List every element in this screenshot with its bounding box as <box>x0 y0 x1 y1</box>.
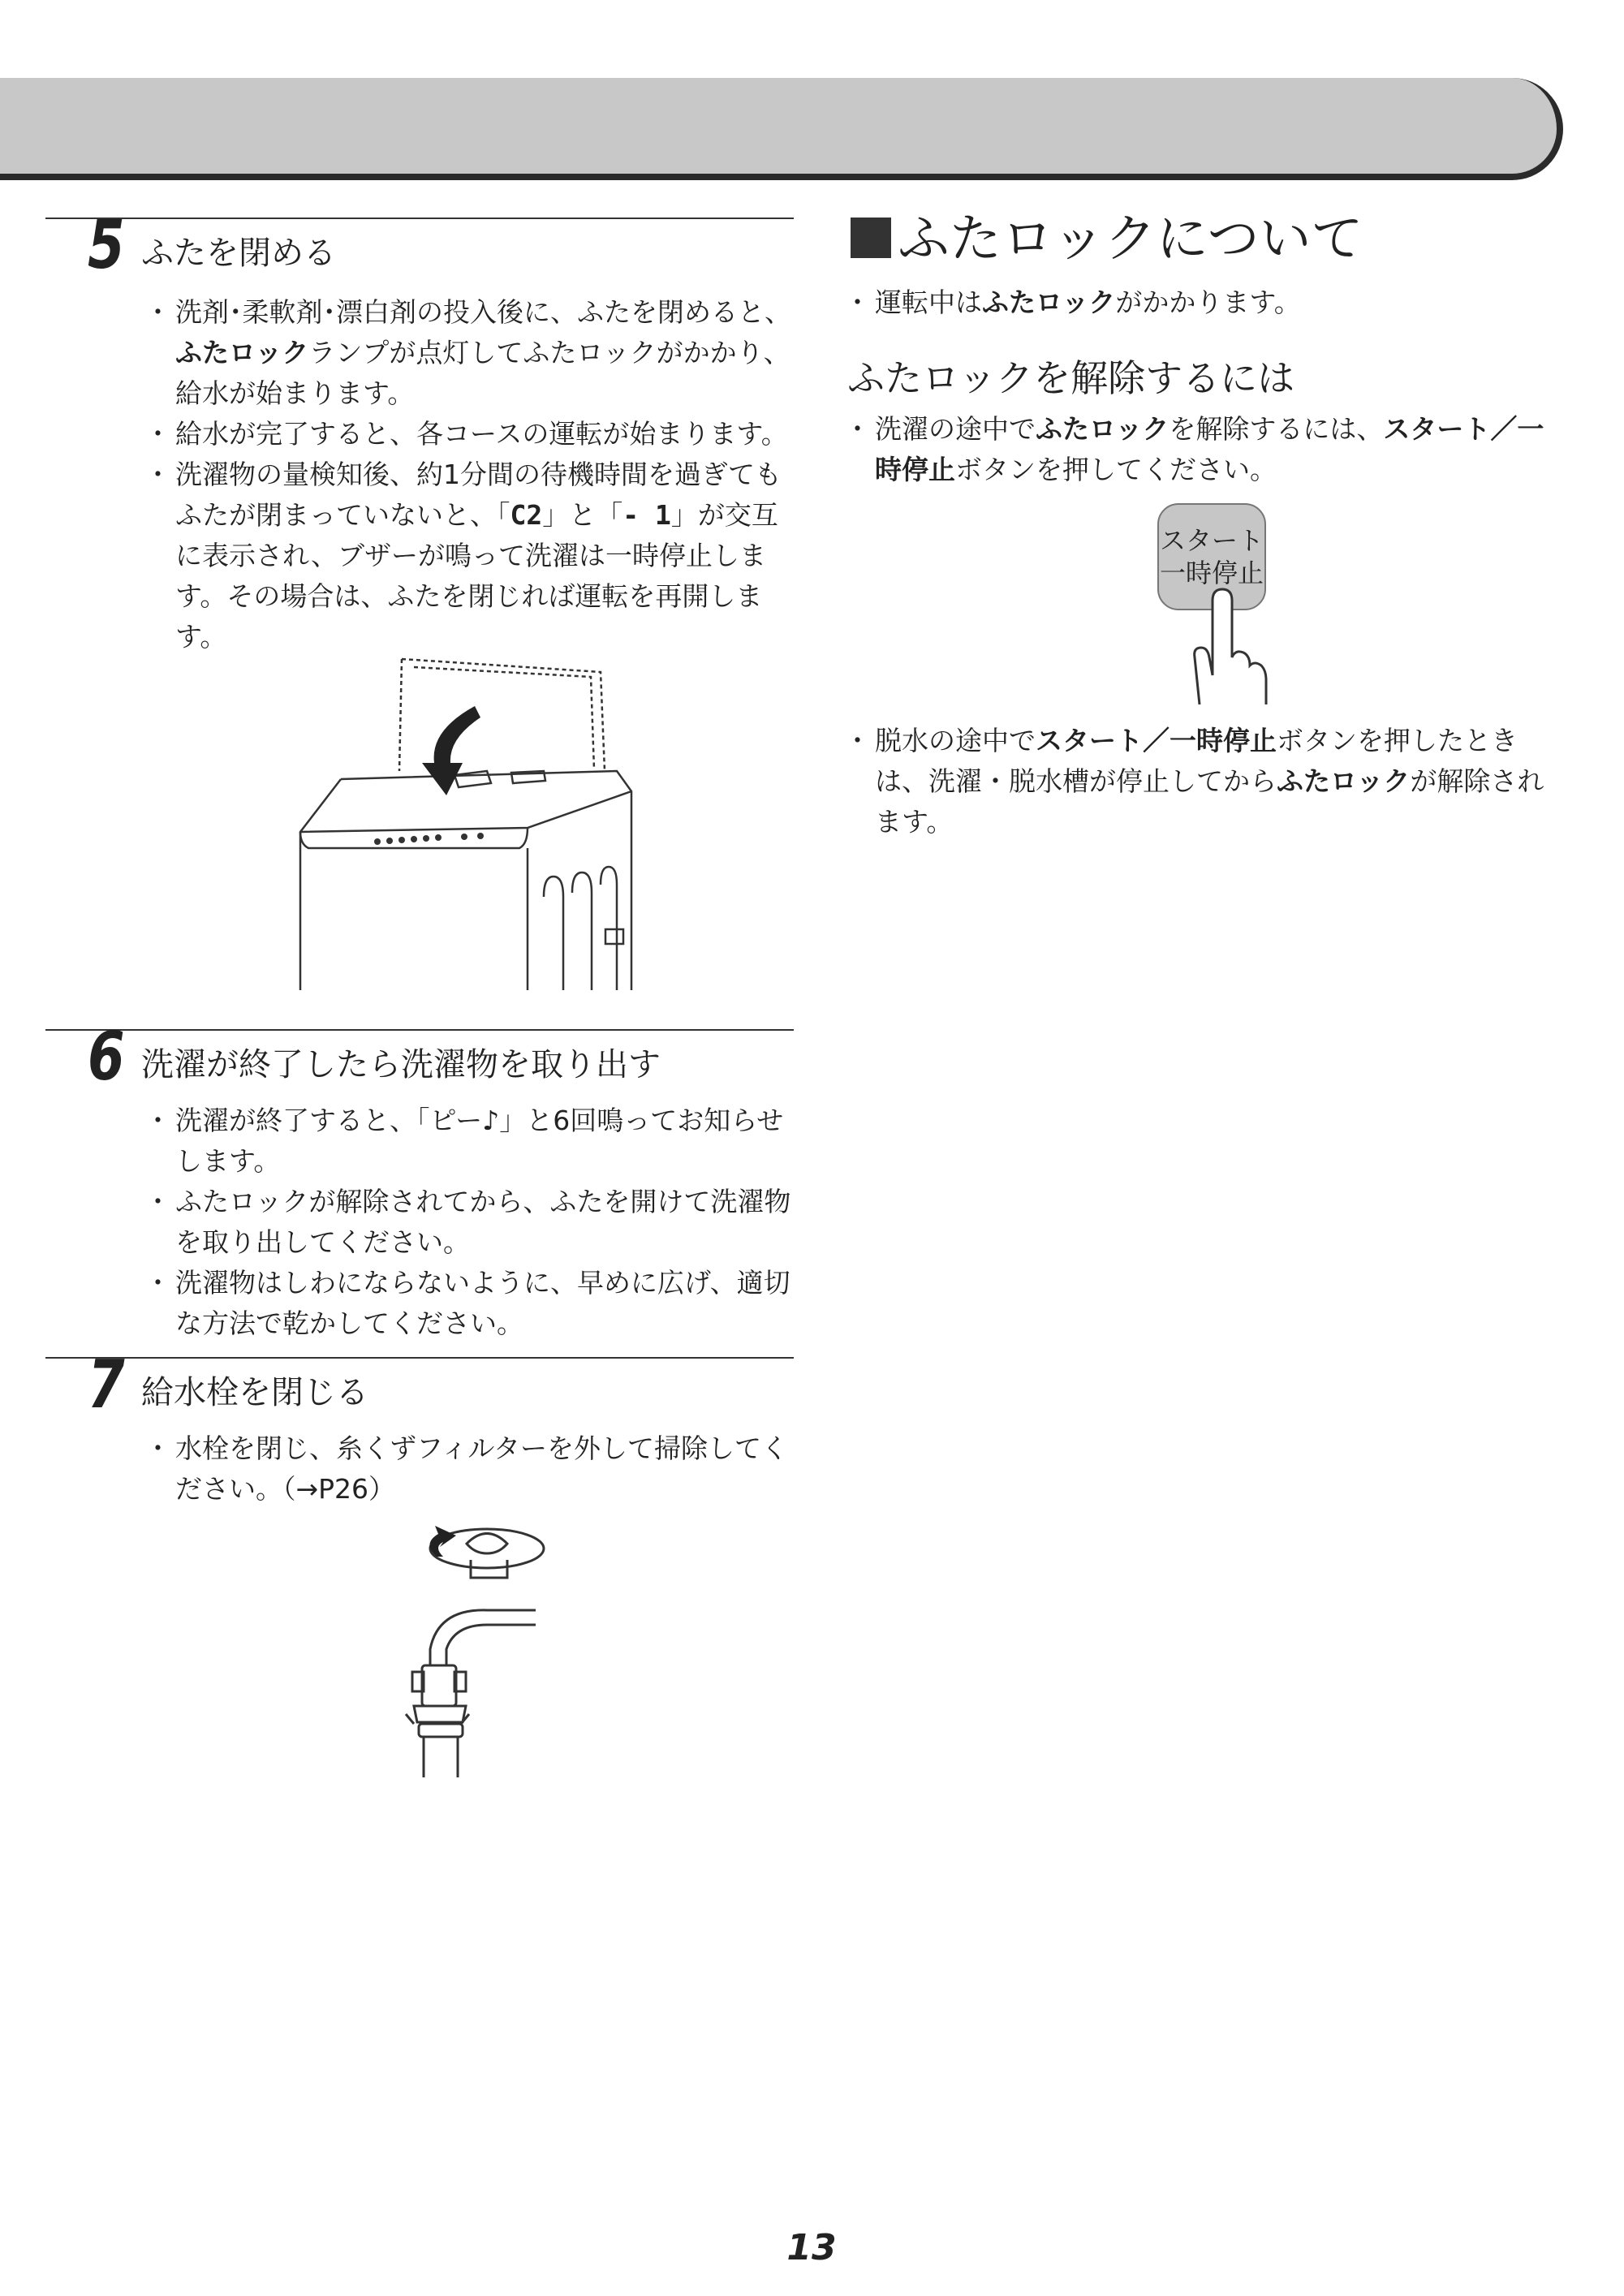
page-number: 13 <box>786 2227 837 2268</box>
step5-bullets <box>144 292 794 657</box>
section-square-icon <box>851 218 891 258</box>
step7-number: 7 <box>88 1346 125 1424</box>
step7-bullets <box>144 1428 794 1510</box>
step5-rule <box>45 218 794 219</box>
step6-number: 6 <box>88 1019 125 1096</box>
lid-lock-spin-bullet: ・ 脱水の途中でスタート／一時停止ボタンを押したときは、洗濯・脱水槽が停止してからふたロックが解除されます。 <box>844 721 1558 842</box>
lid-lock-release-bullets <box>844 409 1558 490</box>
lid-lock-bullets <box>844 282 1558 323</box>
step6-bullet-2: ・ ふたロックが解除されてから、ふたを開けて洗濯物を取り出してください。 <box>144 1182 794 1263</box>
step6-rule <box>45 1029 794 1031</box>
step7-bullet-1: ・ 水栓を閉じ、糸くずフィルターを外して掃除してください。（→P26） <box>144 1428 794 1510</box>
step6-bullets <box>144 1101 794 1344</box>
step7-title: 給水栓を閉じる <box>141 1374 368 1411</box>
step6-title: 洗濯が終了したら洗濯物を取り出す <box>141 1046 661 1083</box>
pressing-hand-icon <box>1165 584 1271 706</box>
step5-bullet-3: ・ 洗濯物の量検知後、約1分間の待機時間を過ぎてもふたが閉まっていないと、「C2」と「- 1」が交互に表示され、ブザーが鳴って洗濯は一時停止します。その場合は、ふたを閉じれば運転を再開します。 <box>144 454 794 657</box>
step7-rule <box>45 1357 794 1359</box>
lid-lock-release-bullet: ・ 洗濯の途中でふたロックを解除するには、スタート／一時停止ボタンを押してください。 <box>844 409 1558 490</box>
step6-bullet-1: ・ 洗濯が終了すると、「ピー♪」と6回鳴ってお知らせします。 <box>144 1101 794 1182</box>
faucet-illustration <box>365 1519 560 1779</box>
lid-lock-release-subtitle: ふたロックを解除するには <box>847 356 1295 400</box>
step5-number: 5 <box>88 207 125 284</box>
step6-bullet-3: ・ 洗濯物はしわにならないように、早めに広げ、適切な方法で乾かしてください。 <box>144 1263 794 1344</box>
step5-bullet-1: ・ 洗剤･柔軟剤･漂白剤の投入後に、ふたを閉めると、ふたロックランプが点灯してふたロックがかかり、給水が始まります。 <box>144 292 794 414</box>
step5-bullet-2: ・ 給水が完了すると、各コースの運転が始まります。 <box>144 414 794 454</box>
washing-machine-illustration <box>292 649 633 992</box>
lid-lock-bullet-1: ・ 運転中はふたロックがかかります。 <box>844 282 1558 323</box>
lid-lock-spin-bullets <box>844 721 1558 842</box>
step5-title: ふたを閉める <box>141 235 336 272</box>
start-pause-button-illustration: スタート 一時停止 <box>1157 503 1266 610</box>
lid-lock-section-title: ふたロックについて <box>851 211 1363 268</box>
header-band <box>0 78 1563 180</box>
